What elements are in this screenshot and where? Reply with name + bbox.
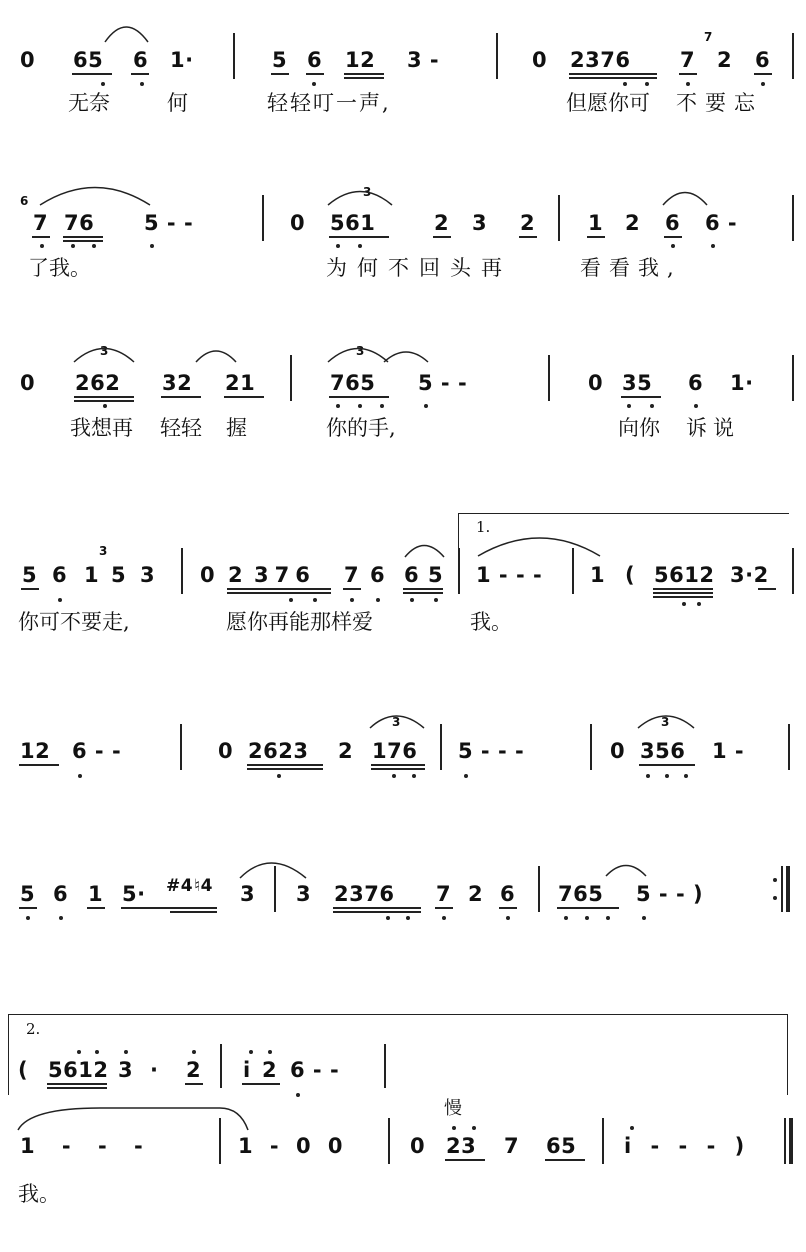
- note: 6: [307, 48, 323, 72]
- note: 0: [588, 371, 604, 395]
- note: ·: [150, 1058, 159, 1082]
- note: 5 - - -: [458, 739, 525, 763]
- note: 0: [218, 739, 234, 763]
- slur: [328, 349, 388, 363]
- note: (: [625, 563, 636, 587]
- note: 5 - -: [418, 371, 468, 395]
- note: 1 - 0 0: [238, 1134, 348, 1158]
- note: 2623: [248, 739, 309, 763]
- note: 5612: [48, 1058, 109, 1082]
- grace-note: 3: [99, 544, 108, 558]
- note: 5: [272, 48, 288, 72]
- note: 6: [500, 882, 516, 906]
- slur: [328, 192, 392, 206]
- note: 3 -: [407, 48, 440, 72]
- note: 7: [344, 563, 360, 587]
- note: 5: [20, 882, 36, 906]
- lyric: 无奈: [68, 91, 110, 115]
- note: 7: [680, 48, 696, 72]
- triplet-mark: 3: [363, 185, 372, 199]
- lyric: 不要忘: [676, 91, 763, 115]
- note: 0: [290, 211, 306, 235]
- grace-note: 6: [20, 194, 29, 208]
- note: 35: [622, 371, 653, 395]
- note: 2: [625, 211, 641, 235]
- note: 65: [73, 48, 104, 72]
- note: (: [18, 1058, 29, 1082]
- lyric: 握: [226, 416, 247, 440]
- lyric: 向你: [618, 416, 660, 440]
- note: 6: [688, 371, 704, 395]
- note: #4: [166, 876, 194, 896]
- slur: [663, 193, 707, 206]
- note: 2: [186, 1058, 202, 1082]
- note: 6: [370, 563, 386, 587]
- slur: [405, 546, 444, 558]
- note: 2: [434, 211, 450, 235]
- note: 3: [472, 211, 488, 235]
- note: 7: [504, 1134, 520, 1158]
- lyric: 看看我,: [580, 256, 682, 280]
- note: 6 - -: [290, 1058, 340, 1082]
- note: 1 - - -: [476, 563, 543, 587]
- lyric: 了我。: [28, 256, 91, 280]
- tempo-mark: 慢: [444, 1098, 462, 1119]
- note: 3: [118, 1058, 134, 1082]
- note: 2: [262, 1058, 278, 1082]
- note: 6: [755, 48, 771, 72]
- note: i - - - ): [624, 1134, 751, 1158]
- note: 6 -: [705, 211, 738, 235]
- note: 2: [468, 882, 484, 906]
- note: 0: [20, 371, 36, 395]
- note: 5: [428, 563, 444, 587]
- note: 1: [590, 563, 606, 587]
- note: 262: [75, 371, 121, 395]
- lyric: 你的手,: [326, 416, 396, 440]
- lyric: 愿你再能那样爱: [226, 610, 373, 634]
- note: 0: [532, 48, 548, 72]
- triplet-mark: 3: [661, 715, 670, 729]
- note: 0: [610, 739, 626, 763]
- note: 76: [64, 211, 95, 235]
- note: 32: [162, 371, 193, 395]
- note: 2: [717, 48, 733, 72]
- note: 1: [84, 563, 100, 587]
- note: 376: [254, 563, 316, 587]
- note: 5: [111, 563, 127, 587]
- slur: [240, 863, 306, 878]
- slur: [384, 352, 428, 362]
- slur: [74, 349, 134, 363]
- slur: [638, 716, 694, 728]
- note: 3: [296, 882, 312, 906]
- volta-label: 2.: [26, 1020, 41, 1038]
- lyric: 我。: [470, 610, 512, 634]
- note: 6 - -: [72, 739, 122, 763]
- note: 561: [330, 211, 376, 235]
- note: 5612: [654, 563, 715, 587]
- note: 6: [53, 882, 69, 906]
- note: 21: [225, 371, 256, 395]
- slur: [478, 538, 600, 556]
- note: 3: [140, 563, 156, 587]
- lyric: 何: [167, 91, 188, 115]
- note: 1·: [730, 371, 754, 395]
- note: 5 - -: [144, 211, 194, 235]
- triplet-mark: 3: [392, 715, 401, 729]
- note: 356: [640, 739, 686, 763]
- note: 3: [240, 882, 256, 906]
- note: 23: [446, 1134, 477, 1158]
- note: 5 - - ): [636, 882, 704, 906]
- note: 7: [33, 211, 49, 235]
- note: 5: [22, 563, 38, 587]
- lyric: 轻轻叮一声,: [267, 91, 391, 115]
- note: 6: [133, 48, 149, 72]
- note: 6: [665, 211, 681, 235]
- note: 2376: [334, 882, 395, 906]
- slur: [196, 351, 236, 362]
- lyric: 为何不回头再: [326, 256, 512, 280]
- note: 0: [200, 563, 216, 587]
- note: 12: [20, 739, 51, 763]
- lyric: 诉说: [686, 416, 740, 440]
- note: 1 -: [712, 739, 745, 763]
- note: 2: [520, 211, 536, 235]
- note: 6: [404, 563, 420, 587]
- lyric: 轻轻: [160, 416, 202, 440]
- note: 7: [436, 882, 452, 906]
- note: 3·2: [730, 563, 769, 587]
- note: ♮4: [194, 876, 213, 896]
- volta-label: 1.: [476, 518, 491, 536]
- grace-note: 7: [704, 30, 713, 44]
- slur: [105, 27, 148, 42]
- note: 65: [546, 1134, 577, 1158]
- lyric: 你可不要走,: [18, 610, 130, 634]
- lyric: 我。: [18, 1182, 60, 1206]
- note: i: [243, 1058, 251, 1082]
- note: 6: [52, 563, 68, 587]
- note: 2376: [570, 48, 631, 72]
- note: 1: [88, 882, 104, 906]
- triplet-mark: 3: [356, 344, 365, 358]
- lyric: 我想再: [70, 416, 133, 440]
- note: 12: [345, 48, 376, 72]
- lyric: 但愿你可: [566, 91, 650, 115]
- note: 1·: [170, 48, 194, 72]
- note: 176: [372, 739, 418, 763]
- note: 765: [330, 371, 376, 395]
- note: 765: [558, 882, 604, 906]
- note: 1 - - -: [20, 1134, 153, 1158]
- slur: [606, 866, 646, 877]
- slur: [18, 1108, 248, 1130]
- triplet-mark: 3: [100, 344, 109, 358]
- slur: [370, 716, 424, 728]
- note: 0: [410, 1134, 426, 1158]
- note: 1: [588, 211, 604, 235]
- note: 5·: [122, 882, 146, 906]
- note: 2: [228, 563, 244, 587]
- slur: [40, 188, 150, 206]
- note: 0: [20, 48, 36, 72]
- note: 2: [338, 739, 354, 763]
